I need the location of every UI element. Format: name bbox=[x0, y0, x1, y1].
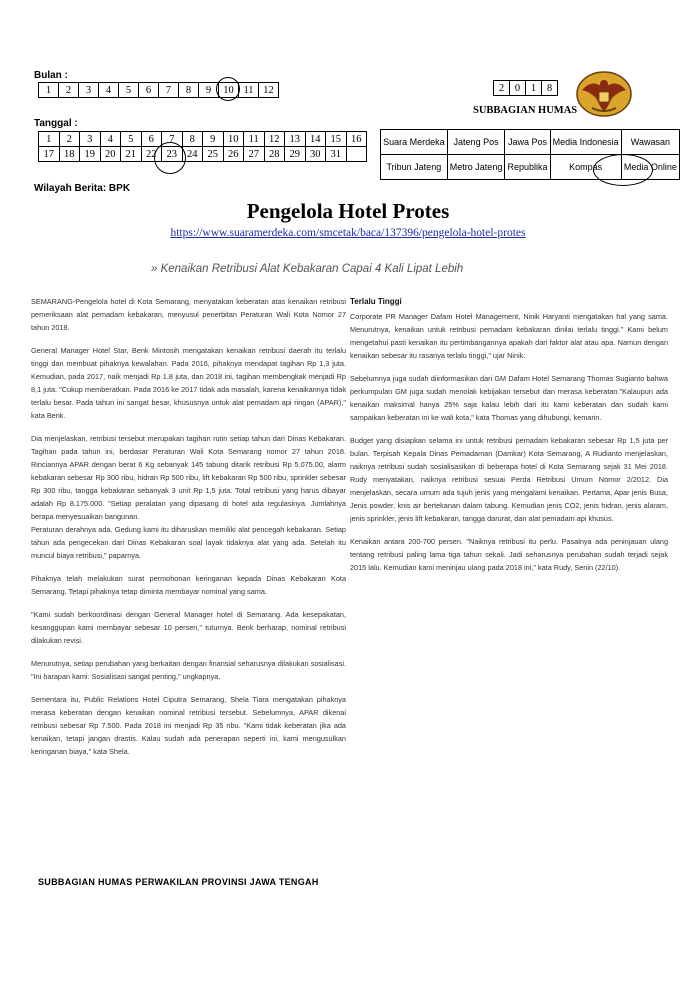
left-paragraph: SEMARANG-Pengelola hotel di Kota Semarang, menyatakan keberatan atas kenaikan retribusi pemeriksaan alat pemadam kebakaran, menyusul penerbitan Peraturan Wali Kota Nomor 27 tahun 2018. bbox=[31, 297, 346, 332]
right-paragraph: Kenaikan antara 200-700 persen. "Naiknya retribusi itu perlu. Pasalnya ada peninjauan ulang tentang retribusi paling lama tiga tahun sekali. Jadi seharusnya perubahan sudah terjadi sejak 2015 lalu. Kemudian kami meninjau ulang pada 2018 ini," kata Rudy, Senin (22/10). bbox=[350, 537, 668, 572]
grid-cell: 8 bbox=[182, 132, 203, 147]
grid-cell: 16 bbox=[346, 132, 367, 147]
left-paragraph: Menurutnya, setiap perubahan yang berkaitan dengan finansial seharusnya dilakukan sosialisasi. "Ini harapan kami. Sosialisasi sangat penting," ungkapnya. bbox=[31, 659, 346, 681]
media-cell: Republika bbox=[505, 155, 550, 180]
grid-cell: 1 bbox=[39, 132, 60, 147]
grid-cell: 31 bbox=[326, 147, 347, 162]
grid-cell: 3 bbox=[79, 83, 99, 98]
grid-cell: 21 bbox=[121, 147, 142, 162]
article-right-column bbox=[350, 295, 668, 584]
grid-cell: 12 bbox=[259, 83, 279, 98]
media-cell: Media Indonesia bbox=[550, 130, 621, 155]
grid-cell: 22 bbox=[141, 147, 162, 162]
left-paragraph: General Manager Hotel Star, Benk Mintosih mengatakan kenaikan retribusi daerah itu terlalu tinggi dan membuat pihaknya kewalahan. Pada 2016, pihaknya mendapat tagihan Rp 1,3 juta. Kemudian, pada 2017, naik menjadi Rp 1,8 juta, dan 2018 ini, tagihan membengkak menjadi Rp 8,1 juta. "Cukup memberatkan. Pada 2016 ke 2017 tidak ada masalah, karena kenaikannya tidak terlalu besar. Pada tahun ini sangat besar, khususnya untuk alat pemadam api ringan (APAR)," kata Benk. bbox=[31, 346, 346, 420]
right-paragraph: Corporate PR Manager Dafam Hotel Management, Ninik Haryanti mengatakan hal yang sama. Menurutnya, kenaikan untuk retribusi pemadam kebakaran dinilai terlalu tinggi." Kami belum mengetahui pasti kenaikan itu pertimbangannya apakah dari faktor alat atau apa. Namun dengan kenaikan sebesar itu rasanya terlalu tinggi," ujar Ninik. bbox=[350, 312, 668, 360]
media-cell: Jawa Pos bbox=[505, 130, 550, 155]
grid-cell: 9 bbox=[199, 83, 219, 98]
grid-cell: 25 bbox=[203, 147, 224, 162]
tanggal-selected-circle bbox=[154, 142, 186, 174]
grid-cell: 6 bbox=[139, 83, 159, 98]
grid-cell: 3 bbox=[80, 132, 101, 147]
grid-cell: 19 bbox=[80, 147, 101, 162]
grid-cell: 9 bbox=[203, 132, 224, 147]
media-cell: Media Online bbox=[621, 155, 679, 180]
wilayah-berita: Wilayah Berita: BPK bbox=[34, 183, 131, 194]
grid-cell: 7 bbox=[159, 83, 179, 98]
year-grid bbox=[493, 80, 558, 96]
right-paragraph: Budget yang disiapkan selama ini untuk retribusi pemadam kebakaran sebesar Rp 1,5 juta per bulan. Terpisah Kepala Dinas Pemadaman (Damkar) Kota Semarang, A Rudianto menjelaskan, naiknya retribusi sudah sosialisasikan di beberapa hotel di Kota Semarang sejak 31 Mei 2018. Rudy menyatakan, naiknya retribusi sesuai Perda Retribusi Umum Nomor 2/2012. Dia menjelaskan, secara umum ada tujuh jenis yang mengalami kenaikan. Pertama, Apar jenis Busa, Jenis powder, knis air bertekanan dalam tabung. Kemudian jenis CO2, jenis hidran, jenis alaram, jenis sprinkler, jenis lift kebakaran, tangga darurat, dan alat pemadam api khusus. bbox=[350, 436, 668, 523]
media-cell: Wawasan bbox=[621, 130, 679, 155]
media-selected-circle bbox=[593, 154, 653, 186]
grid-cell: 1 bbox=[39, 83, 59, 98]
bulan-grid bbox=[38, 82, 279, 98]
grid-cell: 29 bbox=[285, 147, 306, 162]
tanggal-label: Tanggal : bbox=[34, 118, 78, 129]
grid-cell: 2 bbox=[494, 81, 510, 96]
grid-cell: 2 bbox=[59, 83, 79, 98]
left-paragraph: Sementara itu, Public Relations Hotel Ciputra Semarang, Shela Tiara mengatakan pihaknya merasa keberatan dengan kenaikan nominal retribusi tersebut. Sebelumnya, APAR dikenai retribusi sebesar Rp 7.500. Pada 2018 ini menjadi Rp 35 ribu. "Kami tidak keberatan jika ada kenaikan, tetapi jangan drastis. Kalau sudah ada penerapan seperti ini, kami mengusulkan keringanan biaya," kata Shela. bbox=[31, 695, 346, 756]
grid-cell: 13 bbox=[285, 132, 306, 147]
media-cell: Suara Merdeka bbox=[381, 130, 448, 155]
grid-cell: 11 bbox=[244, 132, 265, 147]
grid-cell: 14 bbox=[305, 132, 326, 147]
article-subtitle: » Kenaikan Retribusi Alat Kebakaran Capai 4 Kali Lipat Lebih bbox=[151, 263, 464, 275]
grid-cell: 26 bbox=[223, 147, 244, 162]
media-cell: Jateng Pos bbox=[447, 130, 505, 155]
grid-cell: 24 bbox=[182, 147, 203, 162]
tanggal-grid bbox=[38, 131, 367, 162]
article-url[interactable]: https://www.suaramerdeka.com/smcetak/baca/137396/pengelola-hotel-protes bbox=[170, 227, 526, 239]
media-cell: Tribun Jateng bbox=[381, 155, 448, 180]
grid-cell: 30 bbox=[305, 147, 326, 162]
grid-cell: 5 bbox=[119, 83, 139, 98]
grid-cell: 4 bbox=[100, 132, 121, 147]
grid-cell: 5 bbox=[121, 132, 142, 147]
grid-cell: 1 bbox=[526, 81, 542, 96]
article-title: Pengelola Hotel Protes bbox=[246, 199, 450, 223]
left-paragraph: Dia menjelaskan, retribusi tersebut merupakan tagihan rutin setiap tahun dari Dinas Kebakaran. Tagihan pada tahun ini, berdasar Peraturan Wali Kota Semarang nomor 27 tahun 2018. Rinciannya APAR dengan berat 6 Kg sebanyak 145 tabung ditarik retribusi Rp 5.075.00, alarm kebakaran sebesar Rp 300 ribu, hidran Rp 500 ribu, lift kebakaran Rp 500 ribu, sprinkler sebesar Rp 300 ribu, tangga kebakaran sebanyak 3 unit Rp 1,5 juta. Total retribusi yang harus dibayar adalah Rp 8.175.000. "Setiap peralatan yang dipasang di hotel ada regulasinya. Jumlahnya berapa menyesuaikan bangunan. bbox=[31, 434, 346, 521]
media-cell: Metro Jateng bbox=[447, 155, 505, 180]
section-heading: Terlalu Tinggi bbox=[350, 297, 402, 306]
grid-cell: 15 bbox=[326, 132, 347, 147]
bulan-label: Bulan : bbox=[34, 70, 68, 81]
grid-cell bbox=[346, 147, 367, 162]
left-paragraph: Pihaknya telah melakukan surat permohonan keringanan kepada Dinas Kebakaran Kota Semarang. Tetapi pihaknya tetap diminta membayar nominal yang sama. bbox=[31, 574, 346, 596]
grid-cell: 8 bbox=[179, 83, 199, 98]
grid-cell: 0 bbox=[510, 81, 526, 96]
grid-cell: 17 bbox=[39, 147, 60, 162]
footer-department: SUBBAGIAN HUMAS PERWAKILAN PROVINSI JAWA TENGAH bbox=[38, 877, 319, 887]
grid-cell: 10 bbox=[223, 132, 244, 147]
grid-cell: 20 bbox=[100, 147, 121, 162]
grid-cell: 8 bbox=[542, 81, 558, 96]
grid-cell: 4 bbox=[99, 83, 119, 98]
grid-cell: 18 bbox=[59, 147, 80, 162]
left-paragraph: Peraturan derahnya ada. Gedung kami itu diharuskan memiliki alat pencegah kebakaran. Setiap tahun ada pengecekan dari Dinas Kebakaran soal layak tidaknya alat yang ada. Setelah itu muncul biaya retribusi," paparnya. bbox=[31, 525, 346, 560]
grid-cell: 7 bbox=[162, 132, 183, 147]
department-name: SUBBAGIAN HUMAS bbox=[473, 105, 578, 116]
left-paragraph: "Kami sudah berkoordinasi dengan General Manager hotel di Semarang. Ada kesepakatan, kesanggupan kami membayar sebesar 10 persen," tuturnya. Benk berharap, nominal retribusi dilakukan revisi. bbox=[31, 610, 346, 645]
right-paragraph: Sebelumnya juga sudah diinformasikan dari GM Dafam Hotel Semarang Thomas Sugianto bahwa perkumpulan GM juga sudah menolak kebijakan tersebut dan merasa keberatan."Kalaupun ada kenaikan maksimal hanya 25% saja kalau lebih dari itu kami keberatan dan sudah kami sampaikan keberatan ini ke wali kota," kata Thomas yang dihubungi, kemarin. bbox=[350, 374, 668, 422]
grid-cell: 28 bbox=[264, 147, 285, 162]
grid-cell: 23 bbox=[162, 147, 183, 162]
grid-cell: 10 bbox=[219, 83, 239, 98]
media-cell: Kompas bbox=[550, 155, 621, 180]
grid-cell: 6 bbox=[141, 132, 162, 147]
bulan-selected-circle bbox=[216, 77, 240, 101]
garuda-emblem-icon bbox=[574, 68, 634, 118]
grid-cell: 2 bbox=[59, 132, 80, 147]
grid-cell: 12 bbox=[264, 132, 285, 147]
grid-cell: 27 bbox=[244, 147, 265, 162]
grid-cell: 11 bbox=[239, 83, 259, 98]
article-left-column bbox=[31, 295, 346, 768]
